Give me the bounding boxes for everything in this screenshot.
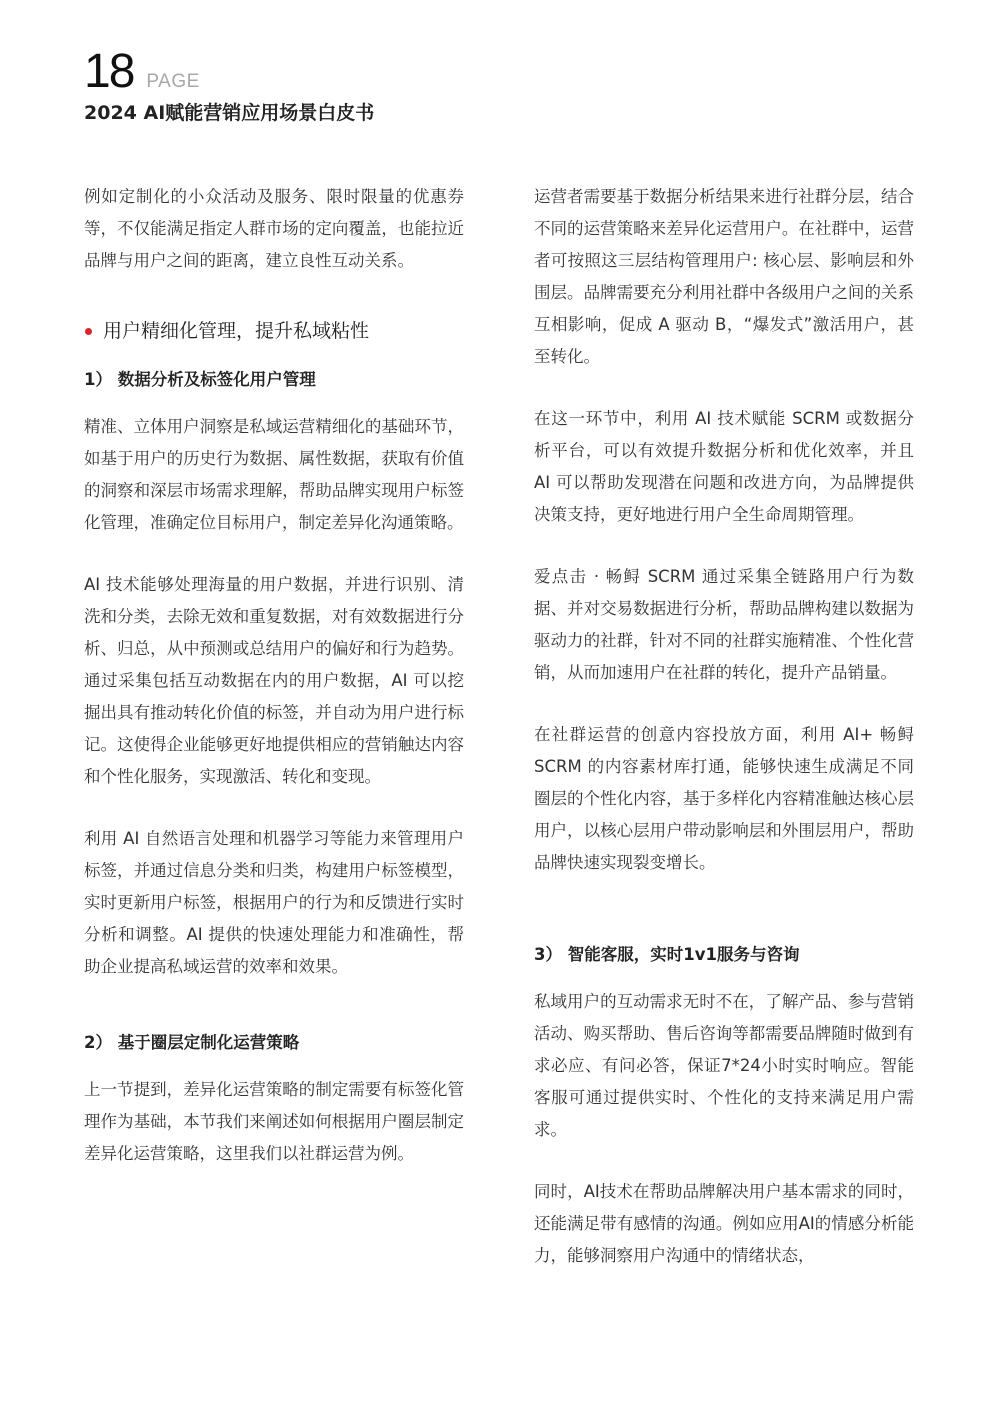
section-3-paragraph-1: 私域用户的互动需求无时不在，了解产品、参与营销活动、购买帮助、售后咨询等都需要品牌随时做到有求必应、有问必答，保证7*24小时实时响应。智能客服可通过提供实时、个性化的支持来满足用户需求。 (534, 992, 914, 1139)
right-paragraph-2: 在这一环节中，利用 AI 技术赋能 SCRM 或数据分析平台，可以有效提升数据分析和优化效率，并且 AI 可以帮助发现潜在问题和改进方向，为品牌提供决策支持，更好地进行用户全生命周期管理。 (534, 409, 914, 524)
section-1-paragraph-2: AI 技术能够处理海量的用户数据，并进行识别、清洗和分类，去除无效和重复数据，对有效数据进行分析、归总，从中预测或总结用户的偏好和行为趋势。通过采集包括互动数据在内的用户数据，AI 可以挖掘出具有推动转化价值的标签，并自动为用户进行标记。这使得企业能够更好地提供相应的营销触达内容和个性化服务，实现激活、转化和变现。 (84, 575, 464, 786)
bullet-heading-text: 用户精细化管理，提升私域粘性 (103, 320, 370, 342)
bullet-heading (84, 317, 464, 345)
right-paragraph-4: 在社群运营的创意内容投放方面，利用 AI+ 畅鲟 SCRM 的内容素材库打通，能够快速生成满足不同圈层的个性化内容，基于多样化内容精准触达核心层用户，以核心层用户带动影响层和外围层用户，帮助品牌快速实现裂变增长。 (534, 725, 914, 872)
section-2-heading: 2） 基于圈层定制化运营策略 (84, 1033, 300, 1052)
section-1-paragraph-1: 精准、立体用户洞察是私域运营精细化的基础环节，如基于用户的历史行为数据、属性数据，获取有价值的洞察和深层市场需求理解，帮助品牌实现用户标签化管理，准确定位目标用户，制定差异化沟通策略。 (84, 417, 464, 532)
intro-paragraph: 例如定制化的小众活动及服务、限时限量的优惠券等，不仅能满足指定人群市场的定向覆盖，也能拉近品牌与用户之间的距离，建立良性互动关系。 (84, 187, 464, 270)
page-label: PAGE (146, 71, 200, 92)
section-2-paragraph-1: 上一节提到，差异化运营策略的制定需要有标签化管理作为基础，本节我们来阐述如何根据用户圈层制定差异化运营策略，这里我们以社群运营为例。 (84, 1080, 464, 1163)
left-column (84, 181, 464, 1170)
page-number-row (84, 44, 684, 100)
bullet-dot-icon (85, 328, 92, 335)
right-paragraph-1: 运营者需要基于数据分析结果来进行社群分层，结合不同的运营策略来差异化运营用户。在社群中，运营者可按照这三层结构管理用户: 核心层、影响层和外围层。品牌需要充分利用社群中各级用户之间的关系互相影响，促成 A 驱动 B，“爆发式”激活用户，甚至转化。 (534, 187, 914, 366)
right-paragraph-3: 爱点击 · 畅鲟 SCRM 通过采集全链路用户行为数据、并对交易数据进行分析，帮助品牌构建以数据为驱动力的社群，针对不同的社群实施精准、个性化营销，从而加速用户在社群的转化，提升产品销量。 (534, 567, 914, 682)
section-3-heading: 3） 智能客服，实时1v1服务与咨询 (534, 945, 800, 964)
section-1-heading: 1） 数据分析及标签化用户管理 (84, 370, 316, 389)
page-number: 18 (84, 45, 134, 98)
document-title: 2024 AI赋能营销应用场景白皮书 (84, 102, 375, 124)
section-3-paragraph-2: 同时，AI技术在帮助品牌解决用户基本需求的同时，还能满足带有感情的沟通。例如应用AI的情感分析能力，能够洞察用户沟通中的情绪状态， (534, 1182, 914, 1265)
right-column (534, 181, 914, 1272)
section-1-paragraph-3: 利用 AI 自然语言处理和机器学习等能力来管理用户标签，并通过信息分类和归类，构建用户标签模型，实时更新用户标签，根据用户的行为和反馈进行实时分析和调整。AI 提供的快速处理能力和准确性，帮助企业提高私域运营的效率和效果。 (84, 829, 464, 976)
page-header (84, 44, 684, 126)
